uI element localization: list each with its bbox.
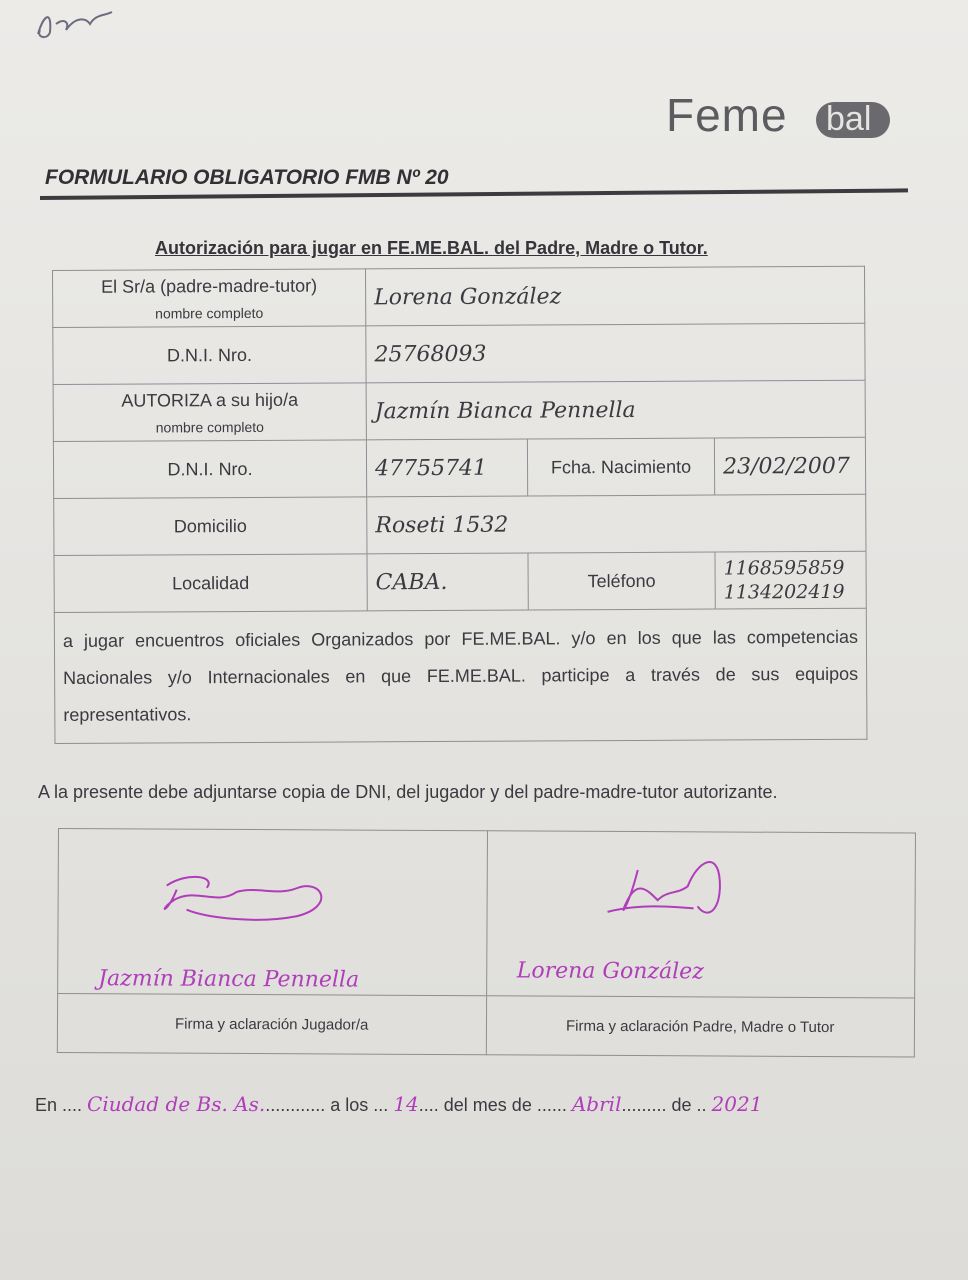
- child-dni-row: [53, 437, 865, 498]
- child-dni-field[interactable]: 47755741: [366, 439, 527, 497]
- guardian-name-field[interactable]: Lorena González: [365, 266, 864, 326]
- form-subtitle: Autorización para jugar en FE.ME.BAL. del Padre, Madre o Tutor.: [155, 238, 708, 258]
- address-label: Domicilio: [54, 497, 367, 556]
- attachment-note: A la presente debe adjuntarse copia de DNI, del jugador y del padre-madre-tutor autorizante.: [38, 782, 778, 802]
- footer-day[interactable]: 14: [393, 1092, 419, 1116]
- guardian-dni-label: D.N.I. Nro.: [53, 326, 366, 385]
- locality-row: [54, 551, 866, 612]
- authorization-table: [52, 266, 867, 744]
- player-signature-caption: Firma y aclaración Jugador/a: [57, 994, 486, 1055]
- child-name-row: [53, 380, 865, 441]
- locality-field[interactable]: CABA.: [367, 553, 528, 611]
- guardian-signature-scribble: [597, 850, 737, 931]
- child-name-field[interactable]: Jazmín Bianca Pennella: [366, 380, 865, 440]
- footer-en: En: [35, 1095, 58, 1115]
- logo-text: Feme: [666, 89, 788, 141]
- birth-date-label: Fcha. Nacimiento: [527, 438, 714, 496]
- footer-de: de: [671, 1095, 692, 1115]
- signatures-table: [57, 828, 916, 1057]
- address-field[interactable]: Roseti 1532: [367, 494, 866, 554]
- birth-date-field[interactable]: 23/02/2007: [714, 437, 865, 495]
- guardian-signature-box[interactable]: [486, 831, 915, 998]
- title-divider: [40, 188, 908, 200]
- femebal-logo: [666, 86, 906, 146]
- child-sublabel: nombre completo: [155, 418, 264, 435]
- form-title: FORMULARIO OBLIGATORIO FMB Nº 20: [45, 166, 449, 189]
- player-signature-scribble: [146, 865, 336, 926]
- footer-month[interactable]: Abril: [571, 1092, 622, 1116]
- phone-1: 1168595859: [723, 556, 845, 580]
- logo-pill: [816, 102, 890, 138]
- guardian-name-row: [53, 266, 865, 327]
- guardian-dni-field[interactable]: 25768093: [366, 323, 865, 383]
- paragraph-row: [54, 608, 867, 743]
- phone-field[interactable]: [715, 551, 866, 609]
- logo-pill-text: bal: [826, 100, 872, 138]
- child-dni-label: D.N.I. Nro.: [53, 440, 366, 499]
- footer-place[interactable]: Ciudad de Bs. As.: [87, 1092, 266, 1116]
- player-printed-name: Jazmín Bianca Pennella: [98, 966, 360, 993]
- guardian-dni-row: [53, 323, 865, 384]
- player-signature-box[interactable]: [58, 829, 487, 996]
- date-place-line: En .... Ciudad de Bs. As............. a los ... 14.... del mes de ...... Abril......... de .. 2021: [35, 1092, 763, 1116]
- guardian-label: El Sr/a (padre-madre-tutor): [100, 275, 318, 297]
- locality-label: Localidad: [54, 554, 367, 613]
- address-row: [54, 494, 866, 555]
- footer-del-mes: del mes de: [443, 1095, 532, 1115]
- guardian-sublabel: nombre completo: [155, 304, 264, 321]
- guardian-label-cell: [53, 269, 366, 328]
- authorization-paragraph: a jugar encuentros oficiales Organizados por FE.ME.BAL. y/o en los que las competencias Nacionales y/o Internacionales en que FE.ME.BAL. participe a través de sus equipos representativos.: [54, 608, 867, 743]
- footer-a-los: a los: [330, 1095, 369, 1115]
- corner-signature-scribble: [30, 4, 120, 44]
- phone-2: 1134202419: [723, 580, 845, 604]
- footer-year[interactable]: 2021: [711, 1092, 763, 1116]
- authorizes-label-cell: [53, 383, 366, 442]
- guardian-signature-caption: Firma y aclaración Padre, Madre o Tutor: [486, 996, 915, 1057]
- guardian-printed-name: Lorena González: [516, 958, 704, 985]
- phone-label: Teléfono: [528, 552, 715, 610]
- authorizes-label: AUTORIZA a su hijo/a: [121, 389, 299, 411]
